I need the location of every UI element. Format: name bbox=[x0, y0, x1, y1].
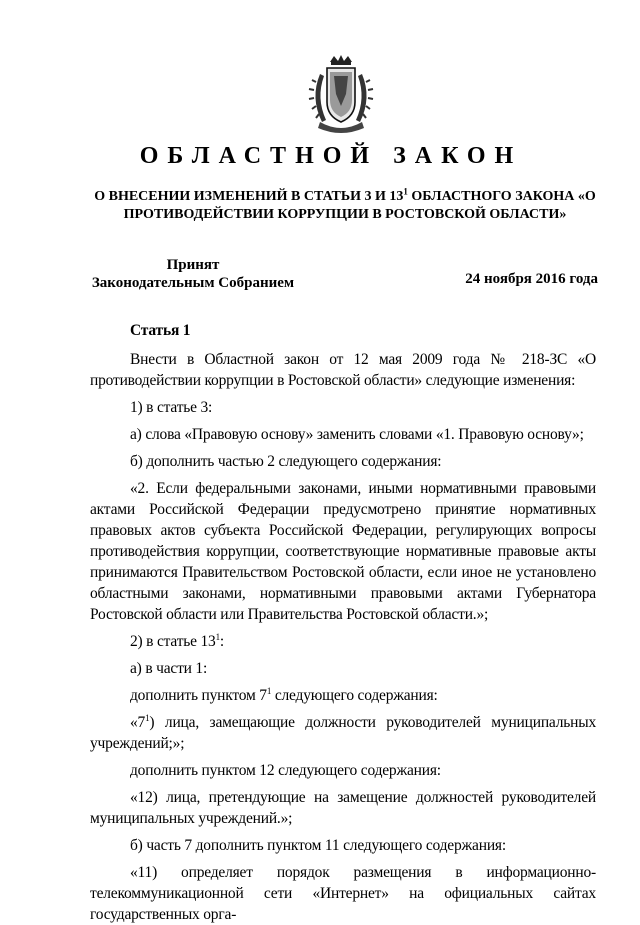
quoted-point-7-1: «$7^1$) лица, замещающие должности руководителей муниципальных учреждений;»; bbox=[90, 712, 596, 752]
amendment-item-2: 2) в статье $13^1$: bbox=[130, 631, 225, 650]
add-point-7-1: дополнить пунктом $7^1$ следующего содержания: bbox=[130, 685, 438, 704]
article-intro: Внести в Областной закон от 12 мая 2009 года № 218-ЗС «О противодействии коррупции в Ростовской области» следующие изменения: bbox=[90, 351, 596, 389]
add-point-12: дополнить пунктом 12 следующего содержания: bbox=[130, 762, 441, 779]
amendment-item-1: 1) в статье 3: bbox=[130, 399, 213, 416]
quoted-part-2: «2. Если федеральными законами, иными нормативными правовыми актами Российской Федерации предусмотрено принятие нормативных правовых актов субъекта Российской Федерации, регулирующих вопросы противодействия коррупции, соответствующие нормативные правовые акты принимаются Правительством Ростовской области, если иное не установлено областными законами, нормативными правовыми актами Губернатора Ростовской области или Правительства Ростовской области.»; bbox=[90, 480, 596, 623]
adoption-label: Принят Законодательным Собранием bbox=[91, 257, 295, 291]
amendment-item-1a: а) слова «Правовую основу» заменить словами «1. Правовую основу»; bbox=[130, 426, 584, 443]
quoted-point-11: «11) определяет порядок размещения в информационно-телекоммуникационной сети «Интернет» на официальных сайтах государственных орга- bbox=[90, 864, 596, 923]
quoted-point-12: «12) лица, претендующие на замещение должностей руководителей муниципальных учреждений.»; bbox=[90, 789, 596, 827]
article-heading: Статья 1 bbox=[130, 322, 191, 339]
coat-of-arms-icon bbox=[306, 54, 376, 136]
amendment-item-1b: б) дополнить частью 2 следующего содержания: bbox=[130, 453, 442, 470]
amendment-item-2b: б) часть 7 дополнить пунктом 11 следующего содержания: bbox=[130, 837, 506, 854]
document-title: ОБЛАСТНОЙ ЗАКОН bbox=[139, 143, 523, 169]
document-body bbox=[90, 320, 596, 925]
adoption-date: 24 ноября 2016 года bbox=[465, 271, 598, 287]
amendment-item-2a: а) в части 1: bbox=[130, 660, 208, 677]
document-subtitle: О ВНЕСЕНИИ ИЗМЕНЕНИЙ В СТАТЬИ 3 И $13^1$ ОБЛАСТНОГО ЗАКОНА «О ПРОТИВОДЕЙСТВИИ КОРРУПЦИИ В РОСТОВСКОЙ ОБЛАСТИ» bbox=[94, 186, 596, 222]
